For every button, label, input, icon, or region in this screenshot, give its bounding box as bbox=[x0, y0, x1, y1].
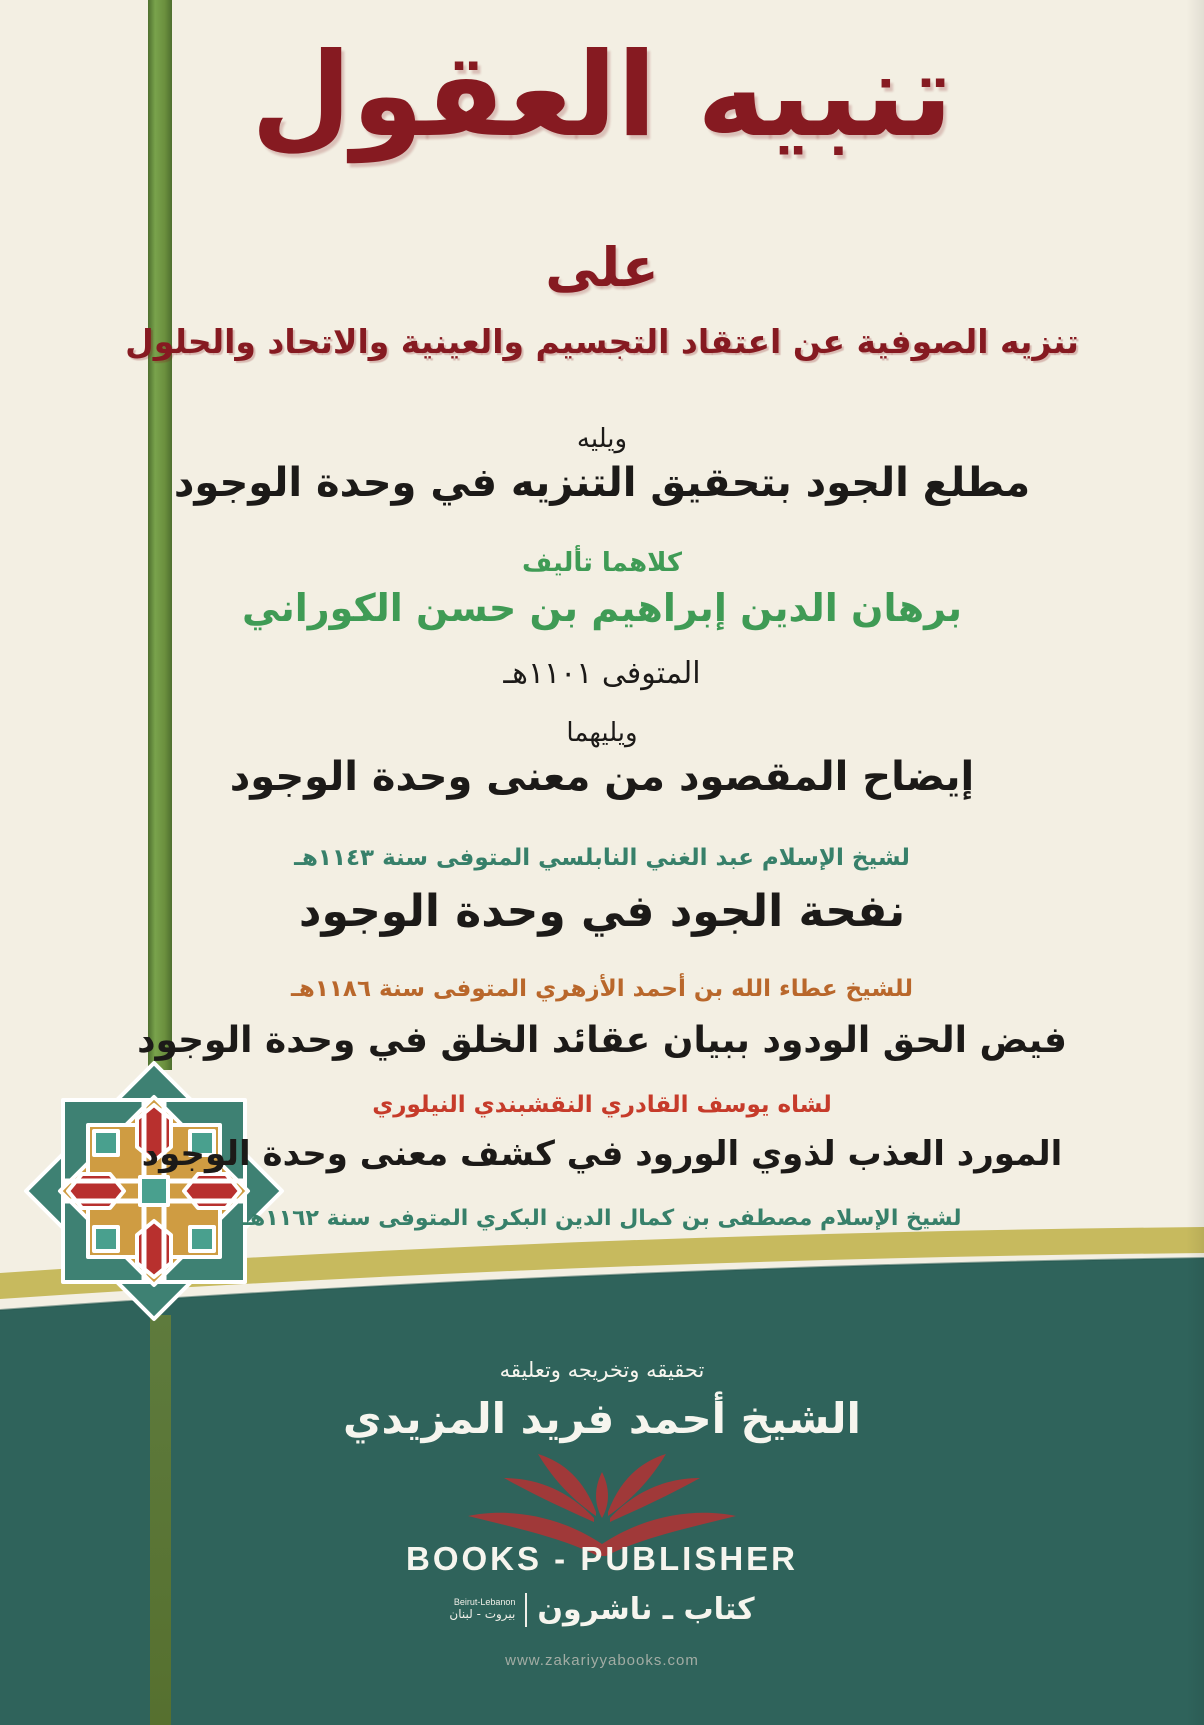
followed-by-both-label: ويليهما bbox=[566, 718, 638, 748]
publisher-location-arabic: بيروت - لبنان bbox=[449, 1606, 516, 1621]
work4-author: للشيخ عطاء الله بن أحمد الأزهري المتوفى سنة ١١٨٦هـ bbox=[291, 976, 913, 1002]
publisher-location-english: Beirut-Lebanon bbox=[453, 1597, 516, 1608]
title-preposition: على bbox=[545, 236, 659, 299]
title-subtitle: تنزيه الصوفية عن اعتقاد التجسيم والعينية والاتحاد والحلول bbox=[125, 322, 1079, 361]
main-title: تنبيه العقول bbox=[250, 28, 953, 163]
work6-title: المورد العذب لذوي الورود في كشف معنى وحدة الوجود bbox=[141, 1134, 1063, 1174]
publisher-arabic-row bbox=[0, 1592, 1204, 1627]
work6-author: لشيخ الإسلام مصطفى بن كمال الدين البكري المتوفى سنة ١١٦٢هـ bbox=[242, 1206, 962, 1231]
editor-role-label: تحقيقه وتخريجه وتعليقه bbox=[499, 1358, 705, 1382]
logo-divider bbox=[525, 1593, 527, 1627]
work4-title: نفحة الجود في وحدة الوجود bbox=[298, 886, 906, 937]
publisher-name-arabic: كتاب ـ ناشرون bbox=[537, 1592, 755, 1627]
followed-by-label: ويليه bbox=[576, 424, 628, 454]
work2-title: مطلع الجود بتحقيق التنزيه في وحدة الوجود bbox=[173, 460, 1031, 506]
work5-author: لشاه يوسف القادري النقشبندي النيلوري bbox=[372, 1092, 832, 1118]
work3-title: إيضاح المقصود من معنى وحدة الوجود bbox=[229, 754, 975, 800]
publisher-location-block bbox=[449, 1597, 515, 1621]
work3-author: لشيخ الإسلام عبد الغني النابلسي المتوفى سنة ١١٤٣هـ bbox=[294, 845, 910, 871]
both-authored-by-label: كلاهما تأليف bbox=[522, 548, 682, 578]
main-author-death-date: المتوفى ١١٠١هـ bbox=[503, 656, 701, 691]
watermark-url: www.zakariyyabooks.com bbox=[505, 1652, 699, 1669]
main-author-name: برهان الدين إبراهيم بن حسن الكوراني bbox=[242, 586, 962, 630]
editor-name: الشيخ أحمد فريد المزيدي bbox=[343, 1394, 861, 1443]
publisher-name-english: BOOKS - PUBLISHER bbox=[405, 1540, 799, 1577]
work5-title: فيض الحق الودود ببيان عقائد الخلق في وحدة الوجود bbox=[137, 1020, 1067, 1061]
page-edge-shade bbox=[1186, 0, 1204, 1725]
